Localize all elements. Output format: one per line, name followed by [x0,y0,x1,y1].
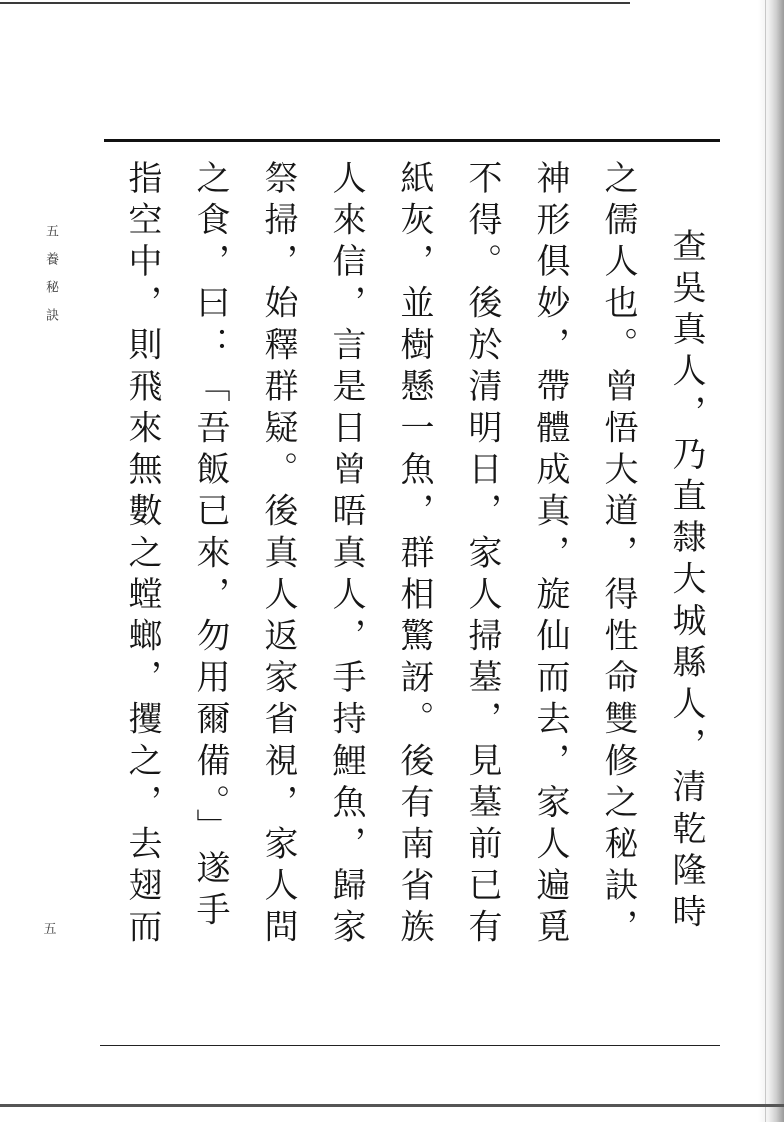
scan-top-edge [0,2,630,4]
text-column-7: 祭掃，始釋群疑。後真人返家省視，家人問 [258,160,298,951]
text-column-2: 之儒人也。曾悟大道，得性命雙修之秘訣， [598,160,638,951]
text-column-8: 之食，曰：「吾飯已來，勿用爾備。」遂手 [190,160,230,934]
body-text [108,160,720,1020]
text-column-5: 紙灰，並樹懸一魚，群相驚訝。後有南省族 [394,160,434,951]
page-number: 五 [43,922,57,937]
top-rule [104,139,720,142]
text-column-9: 指空中，則飛來無數之螳螂，攫之，去翅而 [122,160,162,951]
binding-shadow [758,0,784,1122]
running-title: 五養秘訣 [43,224,58,336]
text-column-4: 不得。後於清明日，家人掃墓，見墓前已有 [462,160,502,951]
bottom-rule [100,1045,720,1046]
text-column-1: 查吳真人，乃直隸大城縣人，清乾隆時 [666,228,706,936]
text-column-3: 神形俱妙，帶體成真，旋仙而去，家人遍覓 [530,160,570,951]
binding-line [765,0,766,1122]
scan-bottom-edge [0,1104,784,1107]
text-column-6: 人來信，言是日曾晤真人，手持鯉魚，歸家 [326,160,366,951]
